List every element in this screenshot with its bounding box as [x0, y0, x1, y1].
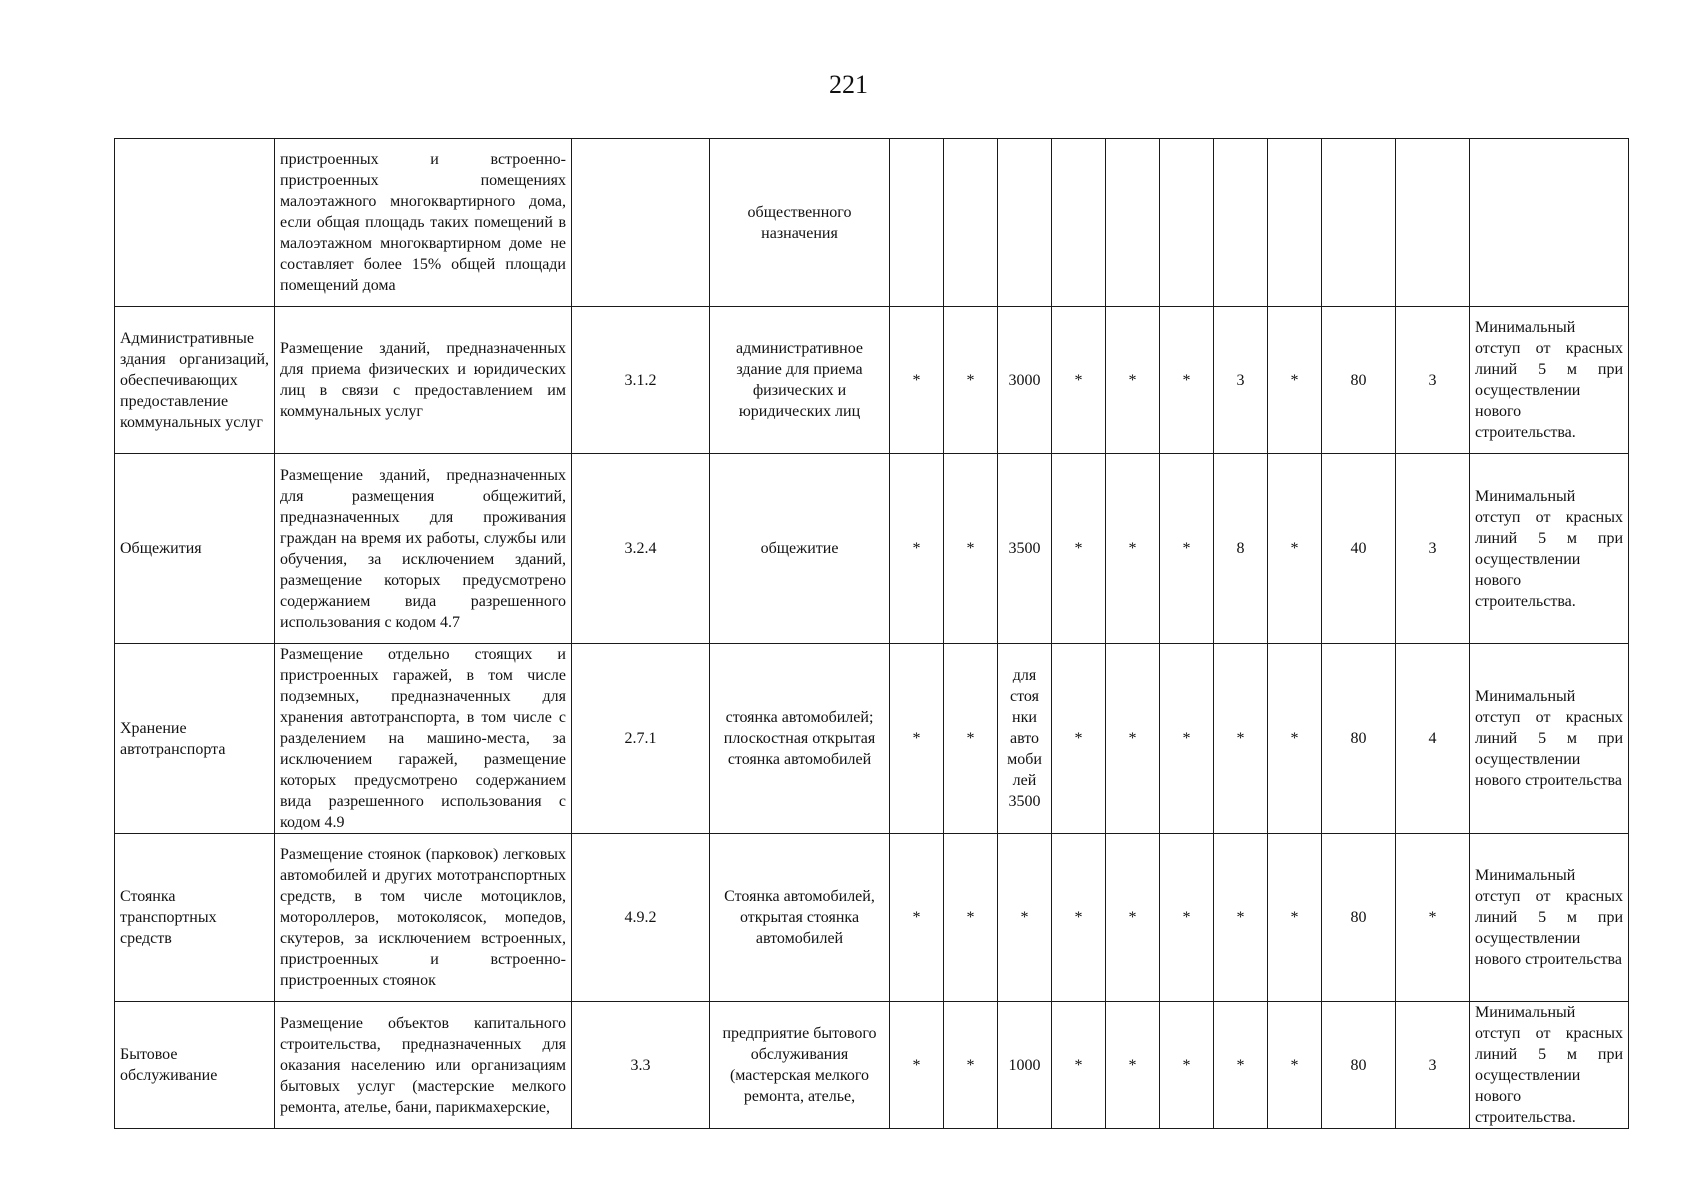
cell-value: * [1268, 834, 1322, 1002]
cell-value: * [944, 307, 998, 454]
cell-value: * [1214, 644, 1268, 834]
cell-value: 80 [1322, 834, 1396, 1002]
cell-name: Административные здания организаций, обеспечивающих предоставление коммунальных услуг [115, 307, 275, 454]
cell-code: 3.3 [572, 1002, 710, 1129]
cell-value [1106, 139, 1160, 307]
table-row-continuation [115, 139, 1629, 307]
cell-value: * [944, 834, 998, 1002]
cell-value: 3500 [998, 454, 1052, 644]
cell-value: 3000 [998, 307, 1052, 454]
cell-value: * [1214, 834, 1268, 1002]
cell-value: * [1106, 307, 1160, 454]
table-row [115, 454, 1629, 644]
cell-value [998, 139, 1052, 307]
table-row [115, 644, 1629, 834]
cell-value: 3 [1396, 454, 1470, 644]
cell-value [1052, 139, 1106, 307]
cell-name: Бытовое обслуживание [115, 1002, 275, 1129]
cell-value: * [1052, 1002, 1106, 1129]
cell-value: * [890, 307, 944, 454]
cell-value: * [1106, 1002, 1160, 1129]
cell-value: 80 [1322, 1002, 1396, 1129]
cell-value: * [944, 644, 998, 834]
cell-value: * [1396, 834, 1470, 1002]
cell-name: Хранение автотранспорта [115, 644, 275, 834]
cell-value: 80 [1322, 307, 1396, 454]
cell-name: Общежития [115, 454, 275, 644]
cell-description: пристроенных и встроенно-пристроенных помещениях малоэтажного многоквартирного дома, если общая площадь таких помещений в малоэтажном многоквартирном доме не составляет более 15% общей площади помещений дома [275, 139, 572, 307]
cell-object: общежитие [710, 454, 890, 644]
cell-value: * [1052, 307, 1106, 454]
cell-value: * [1268, 307, 1322, 454]
cell-object: Стоянка автомобилей, открытая стоянка автомобилей [710, 834, 890, 1002]
cell-description: Размещение зданий, предназначенных для размещения общежитий, предназначенных для проживания граждан на время их работы, службы или обучения, за исключением зданий, размещение которых предусмотрено содержанием вида разрешенного использования с кодом 4.7 [275, 454, 572, 644]
cell-note: Минимальный отступ от красных линий 5 м при осуществлении нового строительства [1470, 644, 1629, 834]
cell-value: * [890, 644, 944, 834]
cell-value: * [1160, 307, 1214, 454]
cell-code: 2.7.1 [572, 644, 710, 834]
cell-value [1322, 139, 1396, 307]
cell-value: * [1106, 454, 1160, 644]
cell-code: 3.1.2 [572, 307, 710, 454]
table-row [115, 834, 1629, 1002]
cell-description: Размещение стоянок (парковок) легковых автомобилей и других мототранспортных средств, в том числе мотоциклов, мотороллеров, мотоколясок, мопедов, скутеров, за исключением встроенных, пристроенных и встроенно-пристроенных стоянок [275, 834, 572, 1002]
cell-value: * [1106, 644, 1160, 834]
cell-code: 3.2.4 [572, 454, 710, 644]
cell-value: 40 [1322, 454, 1396, 644]
cell-value: * [944, 1002, 998, 1129]
cell-value: * [1214, 1002, 1268, 1129]
cell-note [1470, 139, 1629, 307]
cell-value: * [944, 454, 998, 644]
cell-value: * [1268, 1002, 1322, 1129]
cell-value: * [1160, 834, 1214, 1002]
cell-value [944, 139, 998, 307]
cell-code: 4.9.2 [572, 834, 710, 1002]
cell-value [890, 139, 944, 307]
cell-value [1160, 139, 1214, 307]
cell-value [1214, 139, 1268, 307]
page-number: 221 [829, 70, 868, 99]
cell-value: * [1268, 454, 1322, 644]
cell-note: Минимальный отступ от красных линий 5 м при осуществлении нового строительства. [1470, 307, 1629, 454]
cell-value: * [1052, 834, 1106, 1002]
cell-value: * [890, 1002, 944, 1129]
cell-object: общественного назначения [710, 139, 890, 307]
cell-description: Размещение отдельно стоящих и пристроенных гаражей, в том числе подземных, предназначенных для хранения автотранспорта, в том числе с разделением на машино-места, за исключением гаражей, размещение которых предусмотрено содержанием вида разрешенного использования с кодом 4.9 [275, 644, 572, 834]
cell-value [1268, 139, 1322, 307]
cell-object: административное здание для приема физических и юридических лиц [710, 307, 890, 454]
cell-value: 3 [1214, 307, 1268, 454]
cell-value: * [1052, 454, 1106, 644]
regulation-table [114, 138, 1629, 1129]
cell-value [1396, 139, 1470, 307]
cell-value: 8 [1214, 454, 1268, 644]
cell-value: * [890, 834, 944, 1002]
cell-value: * [998, 834, 1052, 1002]
cell-value: * [1052, 644, 1106, 834]
cell-value: * [1160, 1002, 1214, 1129]
cell-description: Размещение объектов капитального строительства, предназначенных для оказания населению или организациям бытовых услуг (мастерские мелкого ремонта, ателье, бани, парикмахерские, [275, 1002, 572, 1129]
cell-value: * [1160, 454, 1214, 644]
cell-note: Минимальный отступ от красных линий 5 м при осуществлении нового строительства [1470, 834, 1629, 1002]
cell-value: 3 [1396, 307, 1470, 454]
cell-value: * [1106, 834, 1160, 1002]
table-row [115, 1002, 1629, 1129]
cell-value: 80 [1322, 644, 1396, 834]
cell-note: Минимальный отступ от красных линий 5 м при осуществлении нового строительства. [1470, 454, 1629, 644]
cell-value: * [1160, 644, 1214, 834]
cell-value: 3 [1396, 1002, 1470, 1129]
cell-note: Минимальный отступ от красных линий 5 м при осуществлении нового строительства. [1470, 1002, 1629, 1129]
cell-name [115, 139, 275, 307]
cell-value: для стоя нки авто моби лей 3500 [998, 644, 1052, 834]
cell-description: Размещение зданий, предназначенных для приема физических и юридических лиц в связи с предоставлением им коммунальных услуг [275, 307, 572, 454]
cell-value: * [1268, 644, 1322, 834]
cell-value: 1000 [998, 1002, 1052, 1129]
cell-value: * [890, 454, 944, 644]
cell-object: предприятие бытового обслуживания (мастерская мелкого ремонта, ателье, [710, 1002, 890, 1129]
cell-code [572, 139, 710, 307]
cell-object: стоянка автомобилей; плоскостная открытая стоянка автомобилей [710, 644, 890, 834]
cell-name: Стоянка транспортных средств [115, 834, 275, 1002]
table-row [115, 307, 1629, 454]
cell-value: 4 [1396, 644, 1470, 834]
